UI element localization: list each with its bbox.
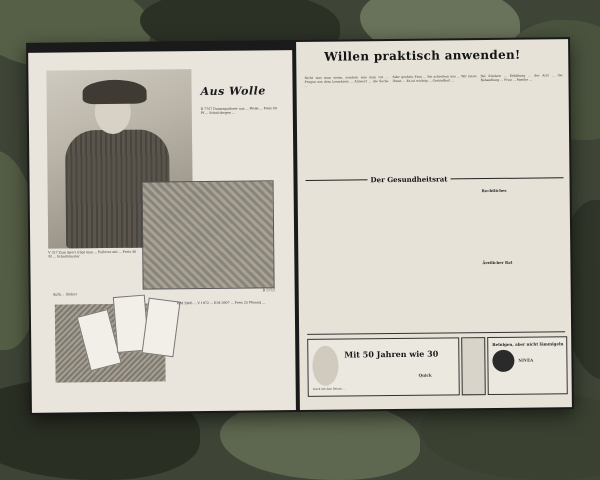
ad-brand: NIVEA	[518, 357, 534, 363]
photo-credit: Aufn. : Sieber	[52, 292, 78, 297]
advertisement-strip	[307, 331, 566, 401]
quick-advertisement	[307, 337, 460, 397]
text-column: Sehr geehrte Frau ... Sie schreiben uns ... Wir raten Ihnen ... Es ist wichtig ... Gesundheit ...	[392, 74, 477, 84]
right-page	[296, 39, 572, 410]
text-column: Bei Kindern ... Erkältung ... der Arzt ... die Behandlung ... Frau ... Familie ...	[480, 73, 563, 83]
ad-headline: Reinigen, aber nicht lämmigeln	[492, 341, 564, 347]
nivea-advertisement	[487, 336, 568, 395]
bottle-icon	[461, 337, 486, 395]
pattern-number: B 5715	[262, 288, 276, 293]
ad-footer: Quick mit dem Reinen ...	[312, 387, 346, 391]
page-title: Aus Wolle	[200, 84, 266, 99]
subhead: Ärztlicher Rat	[482, 259, 513, 266]
left-page	[28, 50, 296, 413]
caption: B 7757 Damenpullover aus ... Wolle ... Preis 40 Pf ... Schnittbogen ...	[200, 106, 277, 116]
page-title: Willen praktisch anwenden!	[324, 47, 521, 64]
text-column: Nicht was man weiss, sondern was man tut ... Fragen aus dem Leserkreis ... Antwort ... die Sache ...	[304, 75, 389, 89]
ad-headline: Mit 50 Jahren wie 30	[344, 348, 439, 360]
pullover-photo	[142, 180, 275, 289]
caption: V 317 Zum Sport trägt man ... Pullover mit ... Preis 40 Pf ... Schnittmuster	[48, 249, 137, 259]
caption: K-M 5906 ... V 1972 ... K-M 5907 ... Preis 25 Pfennig ...	[176, 300, 266, 306]
section-heading: Der Gesundheitsrat	[367, 174, 450, 184]
fashion-sketches	[83, 287, 180, 374]
ad-brand: Quick	[418, 372, 432, 378]
subhead: Rechtliches	[481, 187, 507, 194]
sketch-figure	[142, 298, 181, 358]
woman-face-icon	[312, 346, 338, 386]
hat-icon	[82, 80, 146, 105]
nivea-badge-icon	[492, 350, 514, 372]
magazine-spread	[26, 37, 574, 415]
